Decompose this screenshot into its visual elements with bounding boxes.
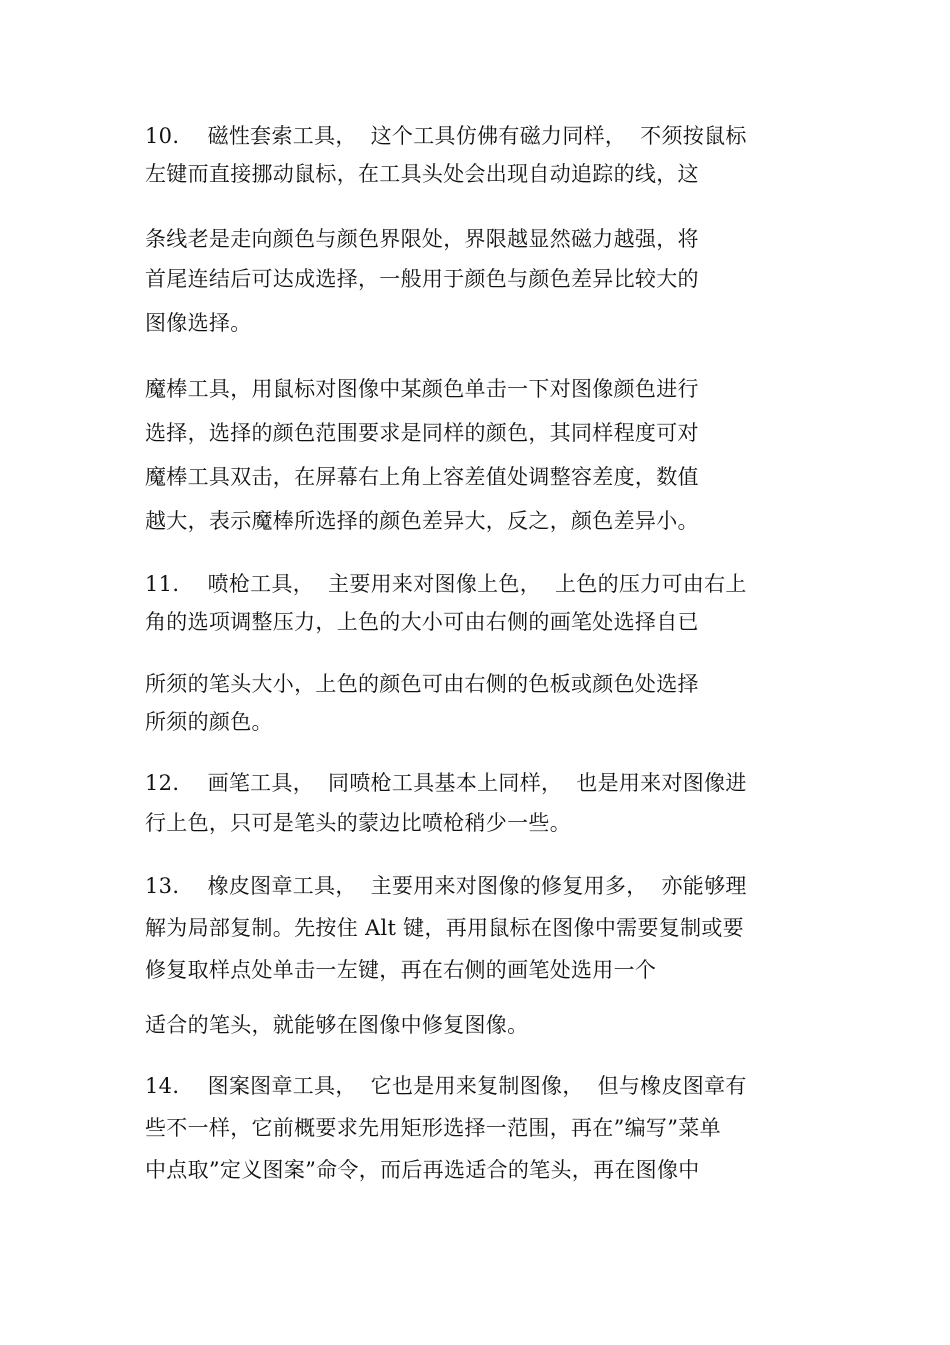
text-line: 13. 橡皮图章工具， 主要用来对图像的修复用多， 亦能够理 (145, 874, 747, 898)
text-line: 首尾连结后可达成选择，一般用于颜色与颜色差异比较大的 (145, 267, 699, 291)
text-line: 所须的颜色。 (145, 710, 273, 734)
text-line: 角的选项调整压力，上色的大小可由右侧的画笔处选择自已 (145, 610, 699, 634)
text-line: 越大，表示魔棒所选择的颜色差异大，反之，颜色差异小。 (145, 509, 699, 533)
text-line: 行上色，只可是笔头的蒙边比喷枪稍少一些。 (145, 811, 571, 835)
text-line: 些不一样，它前概要求先用矩形选择一范围，再在”编写”菜单 (145, 1116, 721, 1140)
text-line: 魔棒工具，用鼠标对图像中某颜色单击一下对图像颜色进行 (145, 377, 699, 401)
text-line: 所须的笔头大小，上色的颜色可由右侧的色板或颜色处选择 (145, 672, 699, 696)
text-line: 选择，选择的颜色范围要求是同样的颜色，其同样程度可对 (145, 421, 699, 445)
text-line: 10. 磁性套索工具， 这个工具仿佛有磁力同样， 不须按鼠标 (145, 124, 747, 148)
text-line: 魔棒工具双击，在屏幕右上角上容差值处调整容差度，数值 (145, 465, 699, 489)
text-line: 适合的笔头，就能够在图像中修复图像。 (145, 1013, 529, 1037)
text-line: 12. 画笔工具， 同喷枪工具基本上同样， 也是用来对图像进 (145, 771, 747, 795)
text-line: 14. 图案图章工具， 它也是用来复制图像， 但与橡皮图章有 (145, 1074, 747, 1098)
text-line: 条线老是走向颜色与颜色界限处，界限越显然磁力越强，将 (145, 227, 699, 251)
text-line: 11. 喷枪工具， 主要用来对图像上色， 上色的压力可由右上 (145, 572, 747, 596)
text-line: 图像选择。 (145, 311, 252, 335)
text-line: 中点取”定义图案”命令，而后再选适合的笔头，再在图像中 (145, 1158, 700, 1182)
text-line: 左键而直接挪动鼠标，在工具头处会出现自动追踪的线，这 (145, 162, 699, 186)
text-line: 解为局部复制。先按住 Alt 键，再用鼠标在图像中需要复制或要 (145, 916, 744, 940)
text-line: 修复取样点处单击一左键，再在右侧的画笔处选用一个 (145, 958, 657, 982)
